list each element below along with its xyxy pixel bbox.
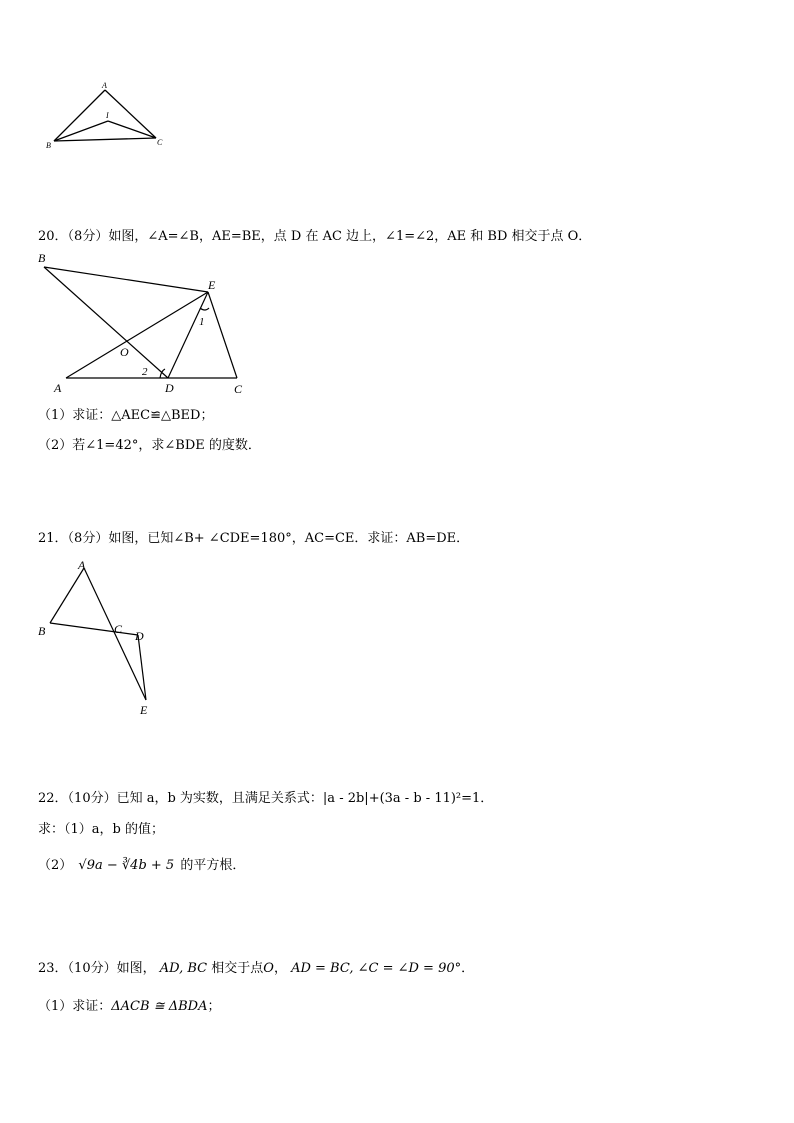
- q23-text-a: 如图，: [116, 961, 156, 976]
- q23-math-c: AD = BC, ∠C = ∠D = 90°: [291, 961, 462, 976]
- q23-part1: [38, 999, 220, 1015]
- figure-q19-triangle: [40, 78, 180, 158]
- q20-number: 20．: [38, 229, 68, 244]
- fig21-label-a: A: [78, 558, 86, 572]
- q20-part2: （2）若∠1=42°，求∠BDE 的度数．: [38, 438, 261, 453]
- fig20-label-e: E: [208, 278, 216, 292]
- fig20-label-1: 1: [199, 316, 205, 328]
- fig21-label-e: E: [140, 703, 148, 717]
- q23-score: （10分）: [67, 961, 117, 976]
- q23-math-a: AD, BC: [159, 961, 208, 976]
- q23-part1-prefix: （1）求证：: [38, 999, 112, 1014]
- fig19-label-a: A: [102, 81, 107, 90]
- q23-part1-suffix: ；: [207, 999, 221, 1014]
- q20-stem: [38, 229, 591, 245]
- fig21-label-b: B: [38, 624, 46, 638]
- q22-part1: 求：（1）a，b 的值；: [38, 822, 164, 837]
- fig20-label-c: C: [234, 382, 243, 396]
- q21-score: （8分）: [67, 531, 109, 546]
- q23-part1-math: ΔACB ≅ ΔBDA: [111, 999, 208, 1014]
- q21-text: 如图，已知∠B+ ∠CDE=180°，AC=CE．求证：AB=DE．: [108, 531, 470, 546]
- fig21-label-d: D: [135, 629, 144, 643]
- q20-text: 如图，∠A=∠B，AE=BE，点 D 在 AC 边上，∠1=∠2，AE 和 BD 相交于点 O．: [108, 229, 592, 244]
- q22-number: 22．: [38, 791, 68, 806]
- fig19-label-b: B: [46, 141, 51, 150]
- fig21-label-c: C: [114, 622, 123, 636]
- q22-part2-prefix: （2）: [38, 858, 73, 873]
- fig20-label-a: A: [54, 381, 62, 395]
- q23-text-b: 相交于点: [211, 961, 264, 976]
- fig20-label-b: B: [38, 251, 46, 265]
- figure-q20: [34, 250, 254, 400]
- q21-stem: [38, 531, 469, 547]
- q22-expression: √9a − ∛4b + 5: [78, 858, 175, 873]
- fig20-label-o: O: [120, 345, 129, 359]
- fig20-label-d: D: [165, 381, 174, 395]
- q22-stem: [38, 791, 493, 807]
- q22-part2: [38, 858, 245, 874]
- q23-text-c: ，: [273, 961, 287, 976]
- q22-score: （10分）: [67, 791, 117, 806]
- q23-stem: [38, 961, 474, 977]
- q23-number: 23．: [38, 961, 68, 976]
- fig19-label-c: C: [157, 138, 163, 147]
- q22-text: 已知 a，b 为实数，且满足关系式：|a - 2b|+(3a - b - 11)²=1．: [116, 791, 494, 806]
- q21-number: 21．: [38, 531, 68, 546]
- q23-text-d: ．: [461, 961, 475, 976]
- q22-part2-suffix: 的平方根．: [180, 858, 246, 873]
- q20-part1: （1）求证：△AEC≌△BED；: [38, 408, 214, 423]
- fig19-label-i: I: [106, 111, 109, 120]
- q20-score: （8分）: [67, 229, 109, 244]
- fig20-label-2: 2: [142, 366, 148, 378]
- q23-math-b: O: [263, 961, 274, 976]
- figure-q21: [34, 555, 164, 720]
